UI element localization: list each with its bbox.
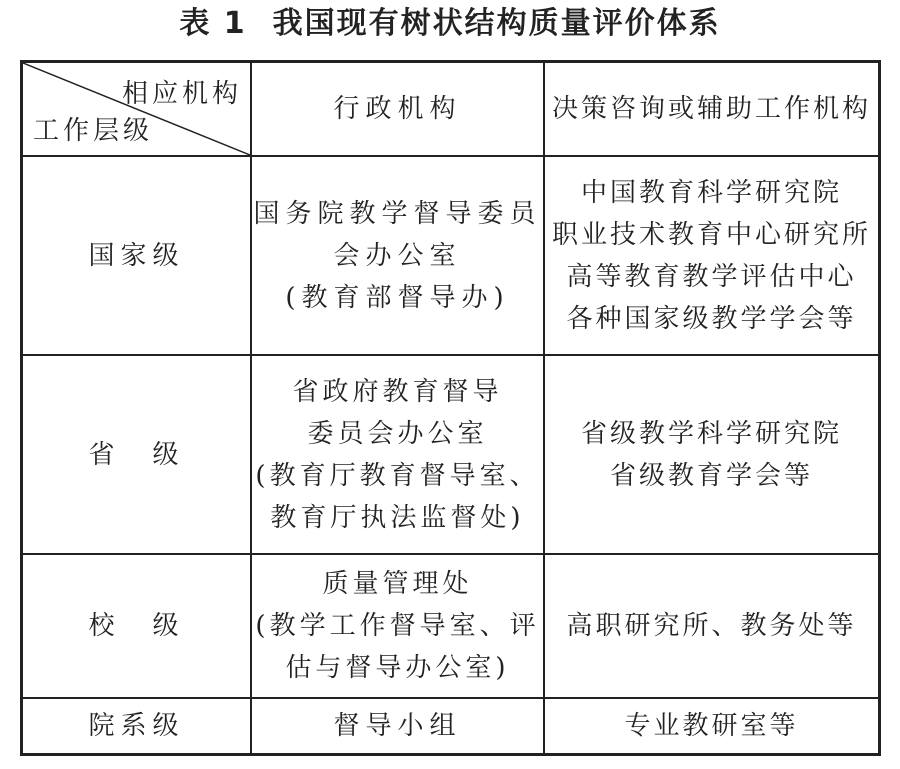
- header-advisory-cell: [545, 63, 878, 155]
- level-cell: [23, 699, 250, 753]
- level-cell: [23, 157, 250, 354]
- advisory-line: 省级教育学会等: [609, 460, 813, 491]
- table-number: 表 1: [179, 6, 247, 41]
- advisory-line: 中国教育科学研究院: [580, 177, 842, 208]
- table-caption: 我国现有树状结构质量评价体系: [272, 6, 721, 41]
- advisory-line: 省级教学科学研究院: [580, 418, 842, 449]
- advisory-cell: [545, 699, 878, 753]
- header-admin-cell: [252, 63, 543, 155]
- level-national: 国家级: [88, 240, 185, 271]
- level-school: 校 级: [88, 611, 185, 641]
- admin-line: 省政府教育督导: [292, 376, 503, 407]
- header-admin-label: 行政机构: [333, 94, 462, 124]
- advisory-line: 高等教育教学评估中心: [566, 261, 857, 292]
- level-cell: [23, 356, 250, 553]
- advisory-line: 各种国家级教学学会等: [566, 303, 857, 334]
- advisory-line: 职业技术教育中心研究所: [551, 219, 871, 250]
- admin-line: 教育厅执法监督处): [270, 502, 525, 533]
- header-corner-levels: 工作层级: [33, 116, 154, 146]
- admin-line: 估与督导办公室): [285, 653, 510, 683]
- admin-line: 质量管理处: [322, 569, 473, 599]
- advisory-cell: [545, 555, 878, 697]
- admin-line: (教学工作督导室、评: [255, 611, 540, 641]
- admin-cell: [252, 555, 543, 697]
- advisory-line: 专业教研室等: [624, 711, 799, 741]
- advisory-line: 高职研究所、教务处等: [566, 611, 857, 641]
- admin-line: 国务院教学督导委员: [253, 198, 542, 229]
- advisory-cell: [545, 157, 878, 354]
- level-cell: [23, 555, 250, 697]
- admin-line: 委员会办公室: [307, 418, 488, 449]
- header-corner-cell: [23, 63, 250, 155]
- evaluation-system-table: [20, 60, 881, 756]
- admin-cell: [252, 699, 543, 753]
- admin-cell: [252, 356, 543, 553]
- header-corner-institutions: 相应机构: [121, 79, 242, 109]
- admin-line: 会办公室: [333, 240, 462, 271]
- table-title: [0, 4, 900, 44]
- level-department: 院系级: [88, 711, 185, 741]
- level-provincial: 省 级: [88, 439, 185, 470]
- admin-line: (教育厅教育督导室、: [255, 460, 540, 491]
- admin-line: (教育部督导办): [285, 282, 510, 313]
- admin-cell: [252, 157, 543, 354]
- admin-line: 督导小组: [333, 711, 462, 741]
- header-advisory-label: 决策咨询或辅助工作机构: [551, 94, 871, 124]
- advisory-cell: [545, 356, 878, 553]
